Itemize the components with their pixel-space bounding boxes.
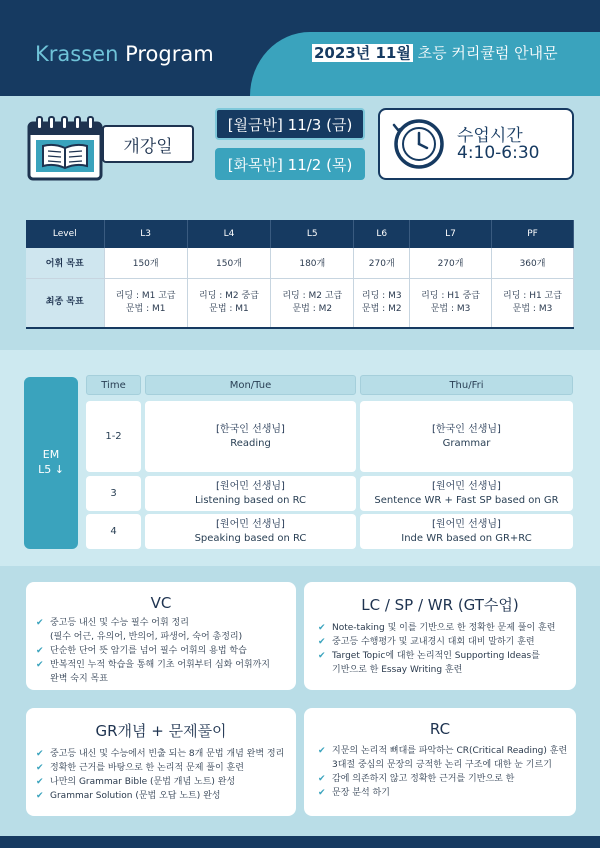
check-icon: ✔ xyxy=(318,788,326,798)
class-time-label: 수업시간 xyxy=(457,126,523,146)
group-level: L5 ↓ xyxy=(38,463,64,476)
teacher-text: [원어민 선생님] xyxy=(216,480,285,492)
check-icon: ✔ xyxy=(318,746,326,756)
teacher-text: [한국인 선생님] xyxy=(432,423,501,435)
list-item xyxy=(318,758,576,772)
list-item-text: 나만의 Grammar Bible (문법 개념 노트) 완성 xyxy=(50,777,236,787)
rc-title: RC xyxy=(429,720,451,738)
final-goal-cell xyxy=(410,278,492,328)
schedule-cell xyxy=(145,476,356,511)
class-tue-thu-date: [화목반] 11/2 (목) xyxy=(215,148,365,180)
vc-card xyxy=(26,582,296,690)
list-item xyxy=(318,649,576,663)
final-goal-cell xyxy=(354,278,410,328)
level-col-header: PF xyxy=(492,220,574,248)
list-item-text: Grammar Solution (문법 오답 노트) 완성 xyxy=(50,791,221,801)
list-item-text: Note-taking 및 이를 기반으로 한 정확한 문제 풀이 훈련 xyxy=(332,623,556,633)
list-item xyxy=(36,789,296,803)
em-group-label xyxy=(24,377,78,549)
vocab-goal-cell: 270개 xyxy=(354,248,410,278)
gr-card xyxy=(26,708,296,816)
vocab-goal-cell: 150개 xyxy=(187,248,270,278)
level-col-header: L7 xyxy=(410,220,492,248)
level-header: Level xyxy=(26,220,104,248)
list-item-text: 3대절 중심의 문장의 긍적한 논리 구조에 대한 눈 기르기 xyxy=(332,760,552,770)
check-icon: ✔ xyxy=(36,777,44,787)
grammar-goal: 문법 : M1 xyxy=(125,303,166,314)
vocab-goal-label: 어휘 목표 xyxy=(26,248,104,278)
reading-goal: 리딩 : H1 중급 xyxy=(421,290,480,301)
brand-part2: Program xyxy=(125,42,214,66)
list-item xyxy=(36,630,296,644)
table-row xyxy=(26,278,574,328)
list-item-text: 중고등 내신 및 수능에서 빈출 되는 8개 문법 개념 완벽 정리 xyxy=(50,749,285,759)
class-mon-fri-date: [월금반] 11/3 (금) xyxy=(215,108,365,140)
list-item xyxy=(318,663,576,677)
period-text: 1-2 xyxy=(105,430,122,442)
vc-title: VC xyxy=(150,594,172,612)
final-goal-cell xyxy=(271,278,354,328)
lc-sp-wr-title: LC / SP / WR (GT수업) xyxy=(361,596,519,614)
level-goals-table xyxy=(26,220,574,329)
check-icon: ✔ xyxy=(318,651,326,661)
subject-text: Inde WR based on GR+RC xyxy=(401,532,532,544)
table-row xyxy=(26,248,574,278)
final-goal-cell xyxy=(492,278,574,328)
list-item-text: 중고등 수행평가 및 교내경시 대회 대비 말하기 훈련 xyxy=(332,637,535,647)
subject-text: Sentence WR + Fast SP based on GR xyxy=(374,494,559,506)
page-title xyxy=(312,42,558,63)
list-item-text: 기반으로 한 Essay Writing 훈련 xyxy=(332,665,463,675)
brand-part1: Krassen xyxy=(35,42,119,66)
subject-text: Grammar xyxy=(442,437,491,449)
table-header-row xyxy=(26,220,574,248)
brand-logo-text xyxy=(35,42,214,66)
subject-text: Reading xyxy=(230,437,271,449)
list-item xyxy=(318,621,576,635)
class-time-value: 4:10-6:30 xyxy=(457,143,540,163)
check-icon: ✔ xyxy=(36,763,44,773)
gr-title: GR개념 + 문제풀이 xyxy=(95,722,227,740)
schedule-cell xyxy=(360,514,573,549)
vocab-goal-cell: 360개 xyxy=(492,248,574,278)
grammar-goal: 문법 : M2 xyxy=(292,303,333,314)
list-item-text: 반복적인 누적 학습을 통해 기초 어휘부터 심화 어휘까지 xyxy=(50,660,270,670)
list-item xyxy=(36,761,296,775)
list-item xyxy=(36,616,296,630)
level-col-header: L4 xyxy=(187,220,270,248)
subject-text: Speaking based on RC xyxy=(194,532,307,544)
list-item xyxy=(36,658,296,672)
list-item-text: 문장 분석 하기 xyxy=(332,788,390,798)
list-item-text: 정확한 근거를 바탕으로 한 논리적 문제 풀이 훈련 xyxy=(50,763,244,773)
check-icon: ✔ xyxy=(36,660,44,670)
schedule-cell xyxy=(145,401,356,472)
teacher-text: [한국인 선생님] xyxy=(216,423,285,435)
group-name: EM xyxy=(42,448,60,461)
vocab-goal-cell: 150개 xyxy=(104,248,187,278)
final-goal-label: 최종 목표 xyxy=(26,278,104,328)
schedule-time-cell xyxy=(86,514,141,549)
check-icon: ✔ xyxy=(36,791,44,801)
schedule-header-thu-fri: Thu/Fri xyxy=(360,375,573,395)
list-item xyxy=(318,635,576,649)
page-title-highlight: 2023년 11월 xyxy=(314,44,411,62)
level-col-header: L5 xyxy=(271,220,354,248)
list-item xyxy=(36,672,296,686)
check-icon: ✔ xyxy=(318,637,326,647)
schedule-header-time: Time xyxy=(86,375,141,395)
list-item xyxy=(318,772,576,786)
list-item-text: 지문의 논리적 뼈대를 파악하는 CR(Critical Reading) 훈련 xyxy=(332,746,568,756)
teacher-text: [원어민 선생님] xyxy=(432,480,501,492)
reading-goal: 리딩 : M2 고급 xyxy=(282,290,343,301)
rc-card xyxy=(304,708,576,816)
schedule-time-cell xyxy=(86,401,141,472)
calendar-book-icon xyxy=(27,115,103,181)
footer-bar xyxy=(0,836,600,848)
period-text: 4 xyxy=(110,525,117,537)
reading-goal: 리딩 : H1 고급 xyxy=(503,290,562,301)
grammar-goal: 문법 : M2 xyxy=(361,303,402,314)
period-text: 3 xyxy=(110,487,117,499)
teacher-text: [원어민 선생님] xyxy=(216,518,285,530)
reading-goal: 리딩 : M3 xyxy=(361,290,402,301)
schedule-cell xyxy=(145,514,356,549)
opening-day-label: 개강일 xyxy=(102,125,194,163)
vocab-goal-cell: 180개 xyxy=(271,248,354,278)
list-item-text: 중고등 내신 및 수능 필수 어휘 정리 xyxy=(50,618,189,628)
reading-goal: 리딩 : M1 고급 xyxy=(115,290,176,301)
list-item xyxy=(36,644,296,658)
level-col-header: L6 xyxy=(354,220,410,248)
list-item-text: (필수 어근, 유의어, 반의어, 파생어, 숙어 총정리) xyxy=(50,632,243,642)
list-item-text: 완벽 숙지 목표 xyxy=(50,674,108,684)
level-col-header: L3 xyxy=(104,220,187,248)
page-title-rest: 초등 커리큘럼 안내문 xyxy=(417,44,558,62)
check-icon: ✔ xyxy=(36,646,44,656)
subject-text: Listening based on RC xyxy=(194,494,307,506)
reading-goal: 리딩 : M2 중급 xyxy=(199,290,259,301)
grammar-goal: 문법 : M1 xyxy=(209,303,249,314)
list-item xyxy=(318,786,576,800)
vocab-goal-cell: 270개 xyxy=(410,248,492,278)
list-item xyxy=(36,775,296,789)
schedule-header-mon-tue: Mon/Tue xyxy=(145,375,356,395)
final-goal-cell xyxy=(104,278,187,328)
schedule-cell xyxy=(360,476,573,511)
list-item xyxy=(318,744,576,758)
grammar-goal: 문법 : M3 xyxy=(430,303,471,314)
list-item xyxy=(36,747,296,761)
list-item-text: 단순한 단어 뜻 암기를 넘어 필수 어휘의 용법 학습 xyxy=(50,646,247,656)
lc-sp-wr-card xyxy=(304,582,576,690)
grammar-goal: 문법 : M3 xyxy=(512,303,553,314)
check-icon: ✔ xyxy=(318,623,326,633)
list-item-text: 감에 의존하지 않고 정확한 근거를 기반으로 한 xyxy=(332,774,515,784)
clock-icon xyxy=(392,117,446,171)
check-icon: ✔ xyxy=(318,774,326,784)
list-item-text: Target Topic에 대한 논리적인 Supporting Ideas를 xyxy=(332,651,540,661)
final-goal-cell xyxy=(187,278,270,328)
check-icon: ✔ xyxy=(36,618,44,628)
schedule-cell xyxy=(360,401,573,472)
schedule-time-cell xyxy=(86,476,141,511)
teacher-text: [원어민 선생님] xyxy=(432,518,501,530)
check-icon: ✔ xyxy=(36,749,44,759)
